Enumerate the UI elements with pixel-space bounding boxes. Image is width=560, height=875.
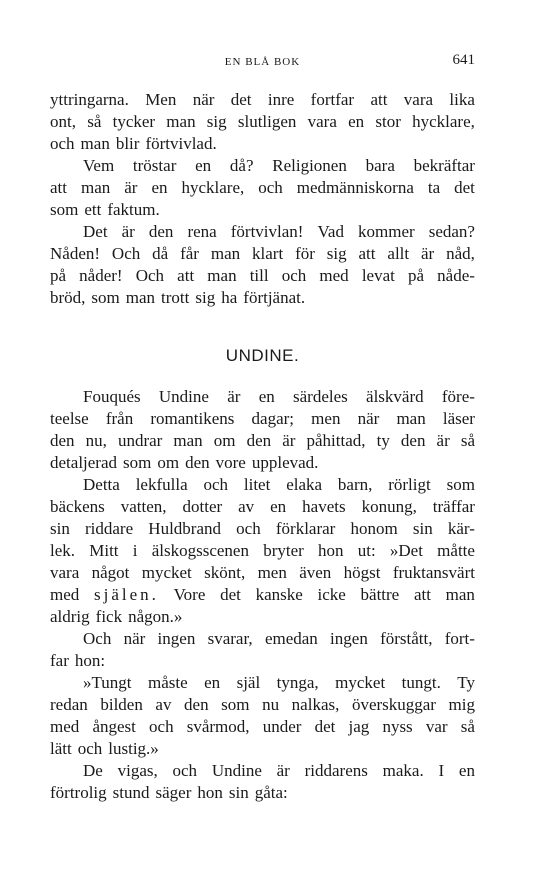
text-line: att man är en hycklare, och medmänniskorna ta det bbox=[50, 178, 475, 197]
text-line: far hon: bbox=[50, 651, 106, 670]
text-line: yttringarna. Men när det inre fortfar att vara lika bbox=[50, 90, 475, 109]
text-line: bröd, som man trott sig ha förtjänat. bbox=[50, 288, 306, 307]
running-title: EN BLÅ BOK bbox=[224, 56, 301, 68]
section-title: UNDINE. bbox=[225, 346, 300, 365]
text-line: och man blir förtvivlad. bbox=[50, 134, 217, 153]
text-line: Fouqués Undine är en särdeles älskvärd före- bbox=[83, 387, 475, 406]
text-line: den nu, undrar man om den är påhittad, ty den är så bbox=[50, 431, 475, 450]
text-line: ont, så tycker man sig slutligen vara en stor hycklare, bbox=[50, 112, 475, 131]
page-header bbox=[50, 50, 475, 72]
text-line: Detta lekfulla och litet elaka barn, rörligt som bbox=[83, 475, 475, 494]
text-line: som ett faktum. bbox=[50, 200, 160, 219]
text-line: med själen. Vore det kanske icke bättre att man bbox=[50, 585, 475, 604]
text-line: Det är den rena förtvivlan! Vad kommer sedan? bbox=[83, 222, 475, 241]
text-line: redan bilden av den som nu nalkas, överskuggar mig bbox=[50, 695, 475, 714]
text-line: vara något mycket skönt, men även högst fruktansvärt bbox=[50, 563, 475, 582]
text-line: bäckens vatten, dotter av en havets konung, träffar bbox=[50, 497, 475, 516]
text-line: sin riddare Huldbrand och förklarar honom sin kär- bbox=[50, 519, 475, 538]
body-text-lower bbox=[50, 386, 475, 804]
text-line: detaljerad som om den vore upplevad. bbox=[50, 453, 319, 472]
page-number: 641 bbox=[452, 52, 475, 68]
text-line: »Tungt måste en själ tynga, mycket tungt. Ty bbox=[83, 673, 475, 692]
text-line: på nåder! Och att man till och med levat på nåde- bbox=[50, 266, 475, 285]
text-line: lek. Mitt i älskogsscenen bryter hon ut: »Det måtte bbox=[50, 541, 475, 560]
text-line: förtrolig stund säger hon sin gåta: bbox=[50, 783, 288, 802]
text-line: Vem tröstar en då? Religionen bara bekräftar bbox=[83, 156, 475, 175]
text-line: Och när ingen svarar, emedan ingen förstått, fort- bbox=[83, 629, 475, 648]
text-line: aldrig fick någon.» bbox=[50, 607, 183, 626]
body-text-upper bbox=[50, 89, 475, 309]
text-line: med ångest och svårmod, under det jag nyss var så bbox=[50, 717, 475, 736]
text-line: lätt och lustig.» bbox=[50, 739, 159, 758]
text-line: teelse från romantikens dagar; men när man läser bbox=[50, 409, 475, 428]
text-line: De vigas, och Undine är riddarens maka. I en bbox=[83, 761, 475, 780]
text-line: Nåden! Och då får man klart för sig att allt är nåd, bbox=[50, 244, 475, 263]
